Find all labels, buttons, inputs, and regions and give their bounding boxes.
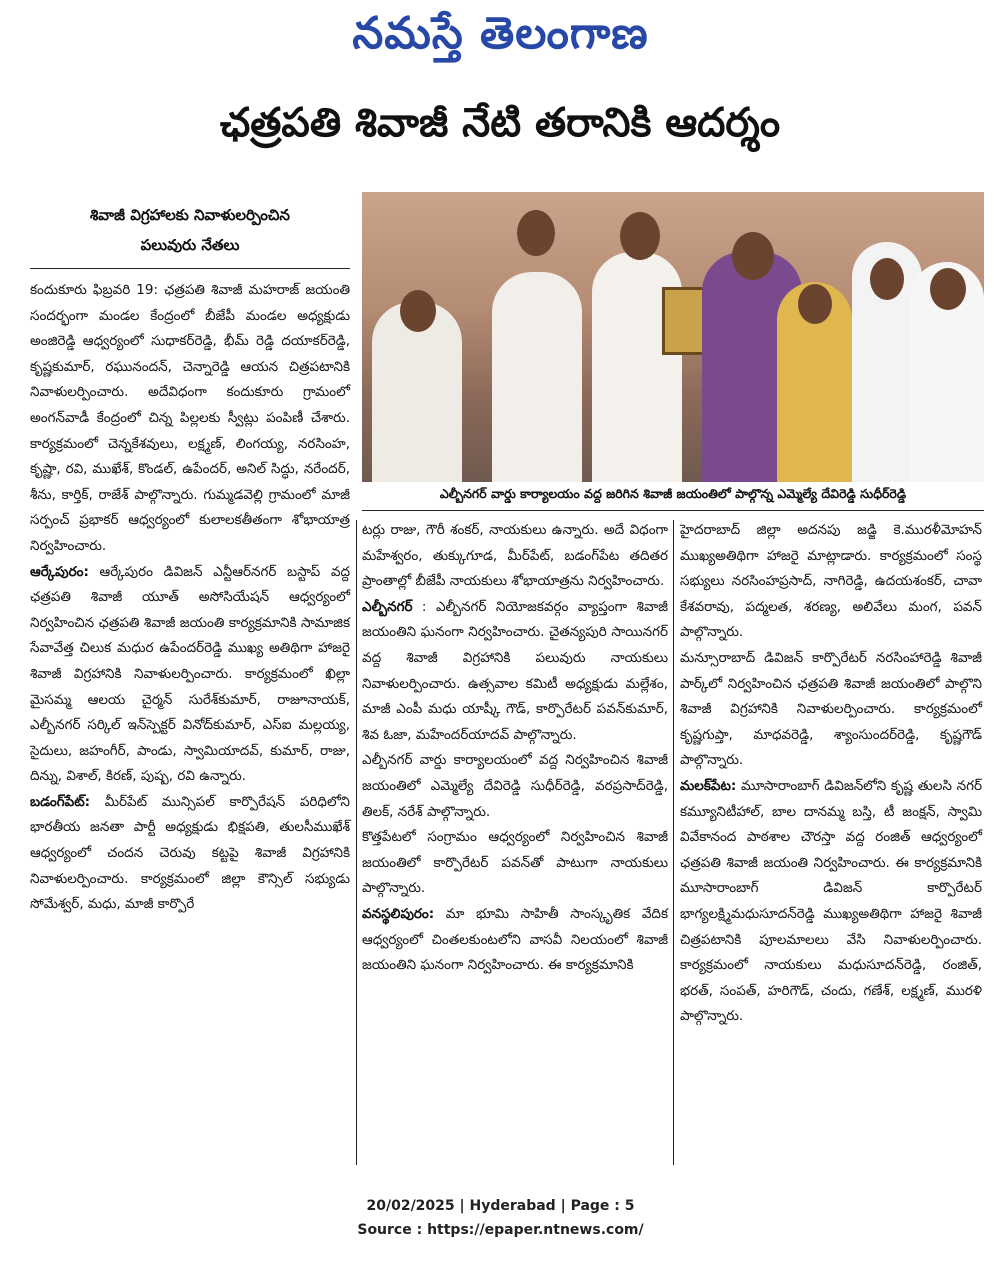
column-divider — [673, 520, 674, 1165]
photo-figure — [492, 272, 582, 482]
photo-figure-head — [620, 212, 660, 260]
photo-figure-head — [798, 284, 832, 324]
paragraph: టర్లు రాజు, గౌరీ శంకర్, నాయకులు ఉన్నారు. అదే విధంగా మహేశ్వరం, తుక్కుగూడ, మీర్‌పేట్, బడంగ్‌పేట తదితర ప్రాంతాల్లో బీజేపీ నాయకులు శోభాయాత్రను నిర్వహించారు. — [362, 522, 668, 590]
paragraph: కందుకూరు ఫిబ్రవరి 19: ఛత్రపతి శివాజీ మహరాజ్ జయంతి సందర్భంగా మండల కేంద్రంలో బీజేపీ మండల అధ్యక్షుడు అంజిరెడ్డి ఆధ్వర్యంలో సుధాకర్‌రెడ్డి, భీమ్ రెడ్డి దయాకర్‌రెడ్డి, కృష్ణకుమార్, రఘునందన్, చెన్నారెడ్డి ఆయన చిత్రపటానికి నివాళులర్పించారు. అదేవిధంగా కందుకూరు గ్రామంలో అంగన్‌వాడీ కేంద్రంలో చిన్న పిల్లలకు స్వీట్లు పంపిణీ చేశారు. కార్యక్రమంలో చెన్నకేశవులు, లక్ష్మణ్, లింగయ్య, నరసింహ, కృష్ణా, రవి, ముఖేశ్, కొండల్, ఉపేందర్, అనిల్ సిద్ధు, నరేందర్, శీను, కార్తిక్, రాజేశ్ పాల్గొన్నారు. గుమ్మడవెల్లి గ్రామంలో మాజీ సర్పంచ్ ప్రభాకర్ ఆధ్వర్యంలో కులాలకతీతంగా శోభాయాత్ర నిర్వహించారు. — [30, 282, 350, 554]
photo-figure-head — [517, 210, 555, 256]
dateline-label: వనస్థలిపురం: — [362, 905, 435, 922]
subheadline-line-1: శివాజీ విగ్రహాలకు నివాళులర్పించిన — [90, 206, 290, 224]
dateline-label: బడంగ్‌పేట్: — [30, 793, 91, 810]
photo-figure-head — [870, 258, 904, 300]
dateline-label: మలక్‌పేట: — [680, 777, 737, 794]
photo-figure-head — [732, 232, 774, 280]
article-subheadline — [30, 200, 350, 260]
paragraph: ఆర్కేపురం: ఆర్కేపురం డివిజన్ ఎన్టీఆర్‌నగర్ బస్టాప్ వద్ద ఛత్రపతి శివాజీ యూత్ అసోసియేషన్ ఆధ్వర్యంలో నిర్వహించిన ఛత్రపతి శివాజీ జయంతి కార్యక్రమానికి సామాజిక సేవావేత్త చిలుక మధుర ఉపేందర్‌రెడ్డి ముఖ్య అతిథిగా హాజరై శివాజీ విగ్రహానికి నివాళులర్పించారు. కార్యక్రమంలో ఖిల్లా మైసమ్మ ఆలయ చైర్మన్ సురేశ్‌కుమార్, రాజూనాయక్, ఎల్బీనగర్ సర్కిల్ ఇన్‌స్పెక్టర్ వినోద్‌కుమార్, ఎస్ఐ మల్లయ్య, సైదులు, జహంగీర్, పాండు, స్వామియాదవ్, కుమార్, రాజు, దిన్ను, విశాల్, కిరణ్, పుష్ప, రవి ఉన్నారు. — [30, 563, 350, 785]
paragraph: కొత్తపేటలో సంగ్రామం ఆధ్వర్యంలో నిర్వహించిన శివాజీ జయంతిలో కార్పొరేటర్ పవన్‌తో పాటుగా నాయకులు పాల్గొన్నారు. — [362, 829, 668, 897]
paragraph: మలక్‌పేట: మూసారాంబాగ్ డివిజన్‌లోని కృష్ణ తులసి నగర్ కమ్యూనిటీహాల్, బాల దానమ్మ బస్తి, టీ జంక్షన్, స్వామి వివేకానంద పాఠశాల చౌరస్తా వద్ద రంజిత్ ఆధ్వర్యంలో ఛత్రపతి శివాజీ జయంతి నిర్వహించారు. ఈ కార్యక్రమానికి మూసారాంబాగ్ డివిజన్ కార్పొరేటర్ భాగ్యలక్ష్మిమధుసూదన్‌రెడ్డి ముఖ్యఅతిథిగా హాజరై శివాజీ చిత్రపటానికి పూలమాలలు వేసి నివాళులర్పించారు. కార్యక్రమంలో నాయకులు మధుసూదన్‌రెడ్డి, రంజిత్, భరత్, సంపత్, హరిగౌడ్, చందు, గణేశ్, లక్ష్మణ్, మురళి పాల్గొన్నారు. — [680, 777, 982, 1025]
paragraph: హైదరాబాద్ జిల్లా అదనపు జడ్జి కె.మురళీమోహన్ ముఖ్యఅతిథిగా హాజరై మాట్లాడారు. కార్యక్రమంలో సంస్థ సభ్యులు నరసింహప్రసాద్, నాగిరెడ్డి, ఉదయశంకర్, చావా కేశవరావు, పద్మలత, శరణ్య, అలివేలు మంగ, పవన్ పాల్గొన్నారు. — [680, 522, 982, 641]
masthead-logo: నమస్తే తెలంగాణ — [352, 8, 649, 59]
dateline-label: ఆర్కేపురం: — [30, 563, 89, 580]
dateline-label: ఎల్బీనగర్ — [362, 598, 413, 615]
photo-caption: ఎల్బీనగర్ వార్డు కార్యాలయం వద్ద జరిగిన శివాజీ జయంతిలో పాల్గొన్న ఎమ్మెల్యే దేవిరెడ్డి సుధీర్‌రెడ్డి — [439, 486, 907, 501]
article-headline: ఛత్రపతి శివాజీ నేటి తరానికి ఆదర్శం — [219, 100, 781, 146]
article-column-3 — [680, 518, 982, 1030]
footer-date-page: 20/02/2025 | Hyderabad | Page : 5 — [366, 1198, 635, 1214]
article-column-1 — [30, 278, 350, 918]
photo-figure-head — [400, 290, 436, 332]
paragraph: వనస్థలిపురం: మా భూమి సాహితీ సాంస్కృతిక వేదిక ఆధ్వర్యంలో చింతలకుంటలోని వాసవీ నిలయంలో శివాజీ జయంతిని ఘనంగా నిర్వహించారు. ఈ కార్యక్రమానికి — [362, 905, 668, 974]
paragraph: బడంగ్‌పేట్: మీర్‌పేట్ మున్సిపల్ కార్పొరేషన్ పరిధిలోని భారతీయ జనతా పార్టీ అధ్యక్షుడు భిక్షపతి, తులసీముఖేశ్ ఆధ్వర్యంలో చందన చెరువు కట్టపై శివాజీ విగ్రహానికి నివాళులర్పించారు. కార్యక్రమంలో జిల్లా కౌన్సిల్ సభ్యుడు సోమేశ్వర్, మధు, మాజీ కార్పొరే — [30, 793, 350, 913]
subheadline-line-2: పలువురు నేతలు — [140, 236, 240, 254]
photo-figure-head — [930, 268, 966, 310]
subhead-divider — [30, 268, 350, 269]
caption-divider — [362, 510, 984, 511]
paragraph: మన్సూరాబాద్ డివిజన్ కార్పొరేటర్ నరసింహారెడ్డి శివాజీ పార్క్‌లో నిర్వహించిన ఛత్రపతి శివాజీ జయంతిలో పాల్గొని శివాజీ విగ్రహానికి నివాళులర్పించారు. కార్యక్రమంలో కృష్ణగుప్తా, మాధవరెడ్డి, శ్యాంసుందర్‌రెడ్డి, కృష్ణగౌడ్ పాల్గొన్నారు. — [680, 649, 982, 769]
column-divider — [356, 520, 357, 1165]
article-column-2 — [362, 518, 668, 979]
article-photo — [362, 192, 984, 482]
paragraph: ఎల్బీనగర్ : ఎల్బీనగర్ నియోజకవర్గం వ్యాప్తంగా శివాజీ జయంతిని ఘనంగా నిర్వహించారు. చైతన్యపురి సాయినగర్ వద్ద శివాజీ విగ్రహానికి పలువురు నాయకులు నివాళులర్పించారు. ఉత్సవాల కమిటీ అధ్యక్షుడు మల్లేశం, మాజీ ఎంపీ మధు యాష్కీ గౌడ్, కార్పొరేటర్ పవన్‌కుమార్, శివ ఓజా, మహేందర్‌యాదవ్ పాల్గొన్నారు. — [362, 598, 668, 743]
footer-source: Source : https://epaper.ntnews.com/ — [357, 1222, 644, 1238]
paragraph: ఎల్బీనగర్ వార్డు కార్యాలయంలో వద్ద నిర్వహించిన శివాజీ జయంతిలో ఎమ్మెల్యే దేవిరెడ్డి సుధీర్‌రెడ్డి, వరప్రసాద్‌రెడ్డి, తిలక్, నరేశ్ పాల్గొన్నారు. — [362, 752, 668, 820]
